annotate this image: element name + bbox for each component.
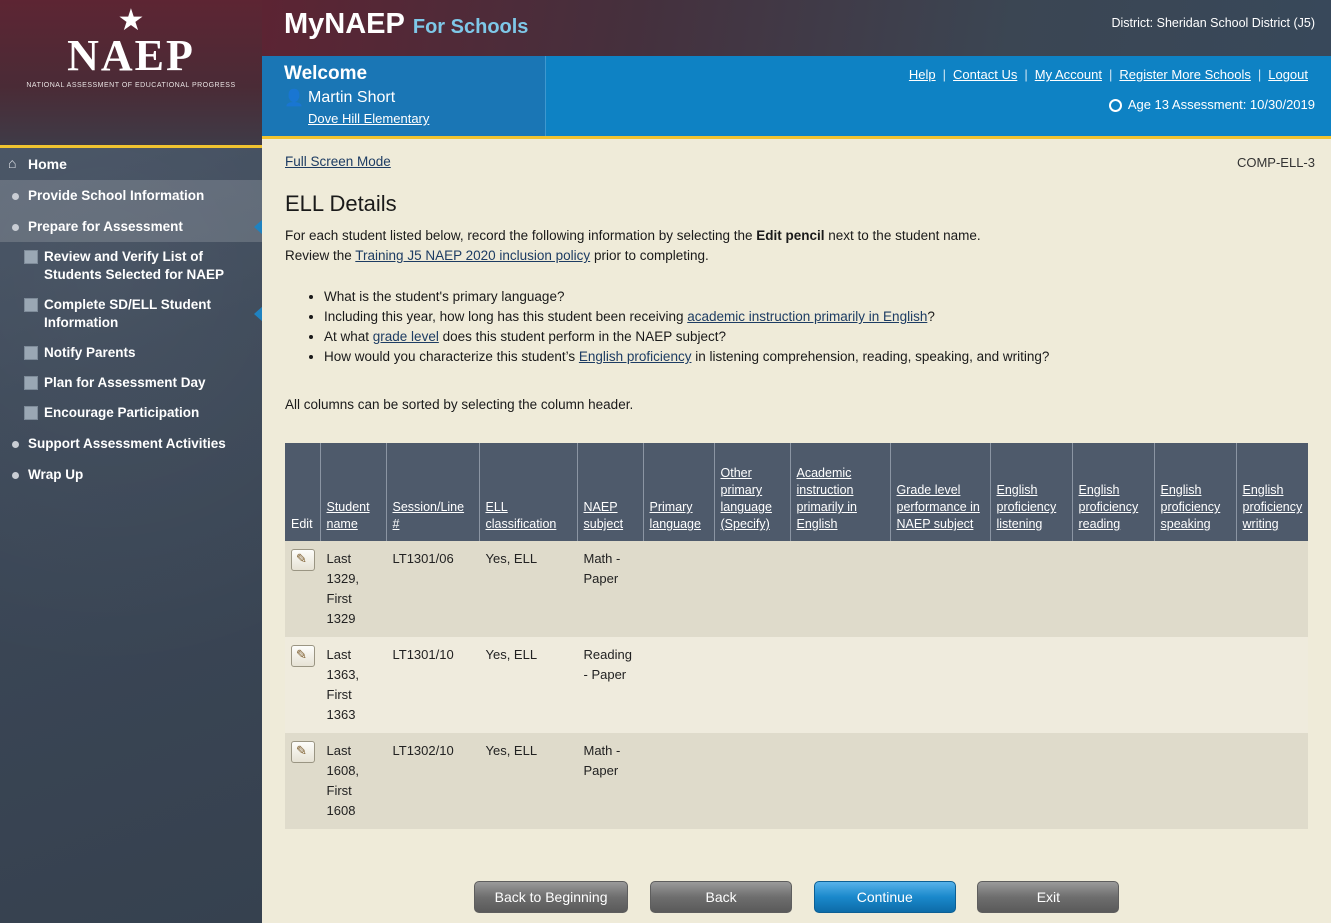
edit-pencil-icon[interactable] xyxy=(291,549,315,571)
column-label[interactable]: English proficiency speaking xyxy=(1160,483,1221,531)
welcome-user-name: Martin Short xyxy=(308,89,396,106)
english-proficiency-link[interactable]: English proficiency xyxy=(578,349,692,364)
sidebar-item-home[interactable] xyxy=(0,148,262,180)
back-to-beginning-button[interactable]: Back to Beginning xyxy=(474,881,629,913)
checkbox-icon xyxy=(24,346,38,360)
question-text: Including this year, how long has this student been receiving xyxy=(324,309,688,324)
register-more-schools-link[interactable]: Register More Schools xyxy=(1119,67,1251,82)
academic-instruction-cell xyxy=(790,637,890,733)
welcome-bar xyxy=(262,56,1331,139)
checkbox-icon xyxy=(24,250,38,264)
column-label[interactable]: English proficiency listening xyxy=(996,483,1057,531)
footer-buttons xyxy=(262,881,1331,913)
naep-subject-cell: Math - Paper xyxy=(577,733,643,829)
ell-classification-cell: Yes, ELL xyxy=(479,541,577,637)
primary-language-cell xyxy=(643,733,714,829)
sidebar-subitem-encourage-participation[interactable] xyxy=(0,398,262,428)
students-table-wrapper xyxy=(285,443,1308,829)
sidebar-item-label: Home xyxy=(28,156,67,172)
column-label[interactable]: Primary language xyxy=(649,500,701,531)
academic-instruction-cell xyxy=(790,733,890,829)
column-label[interactable]: English proficiency writing xyxy=(1242,483,1303,531)
sidebar-item-label: Provide School Information xyxy=(28,188,205,203)
sidebar-subitem-label: Plan for Assessment Day xyxy=(44,375,206,390)
question-text-tail: in listening comprehension, reading, speaking, and writing? xyxy=(691,349,1050,364)
exit-button[interactable]: Exit xyxy=(977,881,1119,913)
main-content xyxy=(262,139,1331,923)
other-primary-language-cell xyxy=(714,733,790,829)
sidebar-subitem-plan-assessment-day[interactable] xyxy=(0,368,262,398)
divider: | xyxy=(1024,67,1028,82)
column-header-proficiency-writing[interactable] xyxy=(1236,443,1308,541)
sidebar-item-label: Support Assessment Activities xyxy=(28,436,226,451)
sidebar-subitem-label: Notify Parents xyxy=(44,345,136,360)
naep-logo xyxy=(0,0,262,148)
checkbox-icon xyxy=(24,298,38,312)
welcome-title: Welcome xyxy=(284,63,368,84)
column-label[interactable]: Other primary language (Specify) xyxy=(720,466,772,531)
academic-instruction-cell xyxy=(790,541,890,637)
other-primary-language-cell xyxy=(714,637,790,733)
school-link[interactable]: Dove Hill Elementary xyxy=(308,111,430,126)
star-icon: ★ xyxy=(117,4,145,37)
proficiency-reading-cell xyxy=(1072,733,1154,829)
column-header-other-primary-language[interactable] xyxy=(714,443,790,541)
proficiency-speaking-cell xyxy=(1154,637,1236,733)
sidebar-subitem-notify-parents[interactable] xyxy=(0,338,262,368)
user-icon: 👤 xyxy=(284,90,304,107)
naep-subject-cell: Reading - Paper xyxy=(577,637,643,733)
question-list xyxy=(302,287,1324,367)
column-header-proficiency-speaking[interactable] xyxy=(1154,443,1236,541)
column-header-edit xyxy=(285,443,320,541)
page-code: COMP-ELL-3 xyxy=(1236,155,1315,170)
district-label: District: Sheridan School District (J5) xyxy=(1111,16,1315,30)
edit-cell xyxy=(285,733,320,829)
sidebar-subitem-label: Complete SD/ELL Student Information xyxy=(44,297,212,330)
grade-level-link[interactable]: grade level xyxy=(372,329,439,344)
list-item xyxy=(324,327,1324,347)
question-text: At what xyxy=(324,329,373,344)
bullet-icon xyxy=(12,224,19,231)
home-icon: ⌂ xyxy=(8,155,17,171)
continue-button[interactable]: Continue xyxy=(814,881,956,913)
sidebar-subitem-label: Review and Verify List of Students Selected for NAEP xyxy=(44,249,225,282)
page-title: ELL Details xyxy=(285,191,397,216)
full-screen-mode-link[interactable]: Full Screen Mode xyxy=(285,154,391,169)
question-text-tail: ? xyxy=(927,309,935,324)
brand-main: MyNAEP xyxy=(284,8,405,40)
intro-text-part2: next to the student name. xyxy=(824,228,981,243)
proficiency-listening-cell xyxy=(990,637,1072,733)
question-text: What is the student's primary language? xyxy=(324,289,565,304)
proficiency-speaking-cell xyxy=(1154,733,1236,829)
naep-subject-cell: Math - Paper xyxy=(577,541,643,637)
primary-language-cell xyxy=(643,637,714,733)
table-header-row xyxy=(285,443,1308,541)
session-line-cell: LT1301/10 xyxy=(386,637,479,733)
proficiency-writing-cell xyxy=(1236,541,1308,637)
grade-level-performance-cell xyxy=(890,733,990,829)
table-row xyxy=(285,733,1308,829)
academic-instruction-link[interactable]: academic instruction primarily in English xyxy=(687,309,928,324)
sidebar-subitem-label: Encourage Participation xyxy=(44,405,200,420)
column-header-proficiency-reading[interactable] xyxy=(1072,443,1154,541)
other-primary-language-cell xyxy=(714,541,790,637)
primary-language-cell xyxy=(643,541,714,637)
sidebar-subitem-complete-sd-ell[interactable] xyxy=(0,290,262,338)
sidebar-item-wrap-up[interactable] xyxy=(0,459,262,490)
assessment-info xyxy=(1109,97,1315,112)
intro-text xyxy=(285,226,1305,266)
student-name-cell: Last 1608, First 1608 xyxy=(320,733,386,829)
bullet-icon xyxy=(12,472,19,479)
column-label[interactable]: NAEP subject xyxy=(583,500,624,531)
sidebar xyxy=(0,0,262,923)
column-header-proficiency-listening[interactable] xyxy=(990,443,1072,541)
student-name-cell: Last 1329, First 1329 xyxy=(320,541,386,637)
assessment-label: Age 13 Assessment: 10/30/2019 xyxy=(1127,97,1315,112)
edit-pencil-emphasis: Edit pencil xyxy=(756,228,825,243)
column-label[interactable]: Academic instruction primarily in English xyxy=(796,466,857,531)
column-header-ell-classification[interactable] xyxy=(479,443,577,541)
proficiency-listening-cell xyxy=(990,733,1072,829)
sidebar-item-provide-school-information[interactable] xyxy=(0,180,262,211)
proficiency-reading-cell xyxy=(1072,541,1154,637)
checkbox-icon xyxy=(24,406,38,420)
edit-cell xyxy=(285,637,320,733)
column-label: Edit xyxy=(291,517,313,531)
inclusion-policy-link[interactable]: Training J5 NAEP 2020 inclusion policy xyxy=(355,248,591,263)
column-header-naep-subject[interactable] xyxy=(577,443,643,541)
session-line-cell: LT1301/06 xyxy=(386,541,479,637)
table-row xyxy=(285,637,1308,733)
column-header-session-line[interactable] xyxy=(386,443,479,541)
column-label[interactable]: Grade level performance in NAEP subject xyxy=(896,483,980,531)
column-header-student-name[interactable] xyxy=(320,443,386,541)
edit-pencil-icon[interactable] xyxy=(291,645,315,667)
sidebar-item-label: Prepare for Assessment xyxy=(28,219,183,234)
sidebar-item-label: Wrap Up xyxy=(28,467,84,482)
ell-classification-cell: Yes, ELL xyxy=(479,637,577,733)
proficiency-writing-cell xyxy=(1236,733,1308,829)
student-name-cell: Last 1363, First 1363 xyxy=(320,637,386,733)
list-item xyxy=(324,347,1324,367)
column-header-primary-language[interactable] xyxy=(643,443,714,541)
grade-level-performance-cell xyxy=(890,637,990,733)
record-icon xyxy=(1109,99,1122,112)
account-links xyxy=(902,67,1315,82)
question-text: How would you characterize this student’s xyxy=(324,349,579,364)
my-account-link[interactable]: My Account xyxy=(1034,67,1102,82)
proficiency-writing-cell xyxy=(1236,637,1308,733)
naep-logo-title: NAEP xyxy=(67,31,195,80)
help-link[interactable]: Help xyxy=(908,67,936,82)
intro-text-part4: prior to completing. xyxy=(590,248,709,263)
edit-pencil-icon[interactable] xyxy=(291,741,315,763)
question-text-tail: does this student perform in the NAEP subject? xyxy=(438,329,726,344)
bullet-icon xyxy=(12,441,19,448)
logout-link[interactable]: Logout xyxy=(1268,67,1308,82)
column-header-academic-instruction[interactable] xyxy=(790,443,890,541)
column-label[interactable]: ELL classification xyxy=(485,500,557,531)
list-item xyxy=(324,307,1324,327)
top-banner xyxy=(262,0,1331,56)
sidebar-item-support-assessment-activities[interactable] xyxy=(0,428,262,459)
bullet-icon xyxy=(12,193,19,200)
list-item xyxy=(324,287,1324,307)
naep-logo-subtitle: NATIONAL ASSESSMENT OF EDUCATIONAL PROGRESS xyxy=(26,82,236,89)
proficiency-speaking-cell xyxy=(1154,541,1236,637)
divider: | xyxy=(1257,67,1262,82)
app-brand xyxy=(284,8,528,41)
sort-note: All columns can be sorted by selecting the column header. xyxy=(285,397,634,412)
column-label[interactable]: Session/Line # xyxy=(392,500,465,531)
brand-sub: For Schools xyxy=(412,16,529,38)
intro-text-part1: For each student listed below, record the following information by selecting the xyxy=(285,228,757,243)
ell-classification-cell: Yes, ELL xyxy=(479,733,577,829)
edit-cell xyxy=(285,541,320,637)
proficiency-listening-cell xyxy=(990,541,1072,637)
table-row xyxy=(285,541,1308,637)
column-header-grade-level-performance[interactable] xyxy=(890,443,990,541)
session-line-cell: LT1302/10 xyxy=(386,733,479,829)
ell-details-table xyxy=(285,443,1309,829)
divider: | xyxy=(1108,67,1113,82)
column-label[interactable]: English proficiency reading xyxy=(1078,483,1139,531)
intro-text-part3: Review the xyxy=(285,248,356,263)
grade-level-performance-cell xyxy=(890,541,990,637)
proficiency-reading-cell xyxy=(1072,637,1154,733)
divider: | xyxy=(942,67,947,82)
sidebar-item-prepare-for-assessment[interactable] xyxy=(0,211,262,242)
sidebar-subitem-review-verify-list[interactable] xyxy=(0,242,262,290)
back-button[interactable]: Back xyxy=(650,881,792,913)
column-label[interactable]: Student name xyxy=(326,500,370,531)
contact-us-link[interactable]: Contact Us xyxy=(953,67,1018,82)
checkbox-icon xyxy=(24,376,38,390)
